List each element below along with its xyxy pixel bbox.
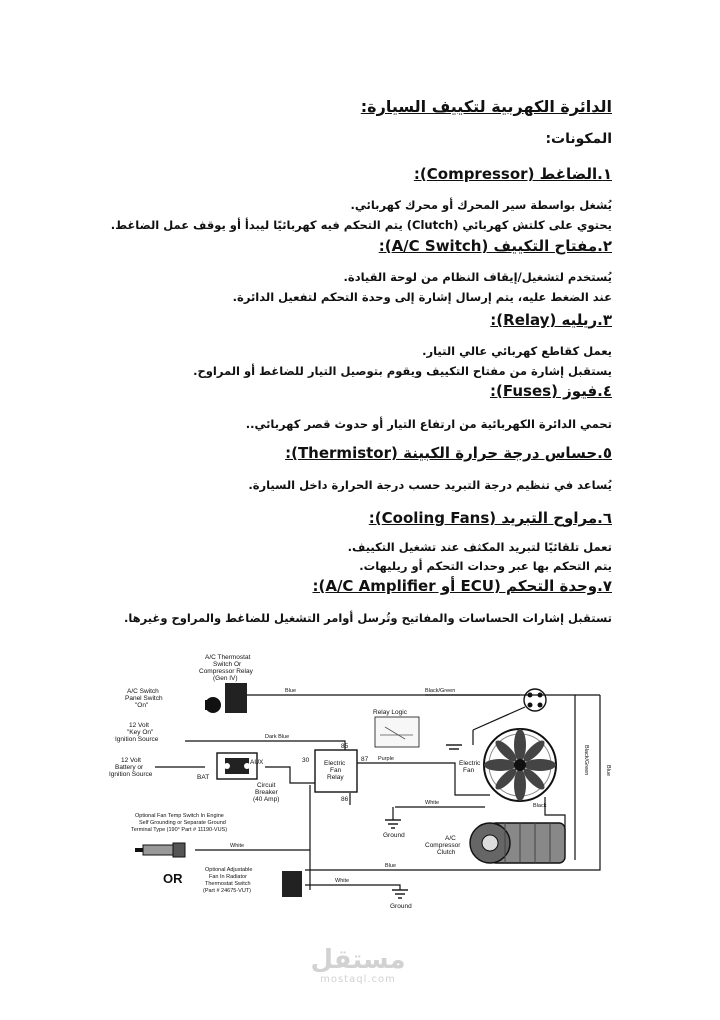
wiring-diagram — [95, 645, 625, 920]
section-fans-heading: ٦.مراوح التبريد (Cooling Fans): — [368, 509, 612, 527]
ac-compressor — [470, 823, 565, 863]
compressor-label-2: Compressor — [425, 842, 461, 849]
section-compressor-heading: ١.الضاغط (Compressor): — [413, 165, 612, 183]
aux-label: AUX — [250, 759, 264, 766]
optional-adj-label-2: Fan In Radiator — [209, 874, 247, 880]
section-thermistor-line-1: يُساعد في تنظيم درجة التبريد حسب درجة الحرارة داخل السيارة. — [248, 478, 612, 492]
wire-white-sensor: White — [230, 843, 245, 849]
section-relay-line-1: يعمل كقاطع كهربائي عالي التيار. — [422, 344, 612, 358]
fan-connector — [524, 689, 546, 711]
section-compressor-line-1: يُشغل بواسطة سير المحرك أو محرك كهربائي. — [350, 198, 612, 212]
key-on-label-3: Ignition Source — [115, 736, 159, 743]
optional-adj-label-1: Optional Adjustable — [205, 867, 253, 873]
wire-black: Black — [533, 803, 547, 809]
optional-adj-label-4: (Part # 24675-VUT) — [203, 888, 251, 894]
section-ac-switch-heading: ٢.مفتاح التكييف (A/C Switch): — [378, 237, 612, 255]
temp-switch-sensor — [135, 843, 185, 857]
ac-switch-label-1: A/C Switch — [127, 688, 159, 695]
section-fans-line-2: يتم التحكم بها عبر وحدات التحكم أو ريليهات. — [359, 559, 612, 573]
thermostat-label-2: Switch Or — [213, 661, 242, 668]
compressor-label-1: A/C — [445, 835, 456, 842]
components-heading: المكونات: — [545, 131, 612, 147]
relay-label-1: Electric — [324, 760, 346, 767]
bat-label: BAT — [197, 774, 210, 781]
pin-86: 86 — [341, 796, 349, 803]
wire-black-green-vertical: Black/Green — [583, 745, 589, 776]
pin-87: 87 — [361, 756, 369, 763]
section-fuses-line-1: تحمي الدائرة الكهربائية من ارتفاع التيار أو حدوث قصر كهربائي.. — [245, 417, 612, 431]
watermark-arabic: مستقل — [310, 945, 406, 975]
ground-symbol — [385, 745, 462, 898]
or-label: OR — [163, 871, 183, 886]
thermostat-label-4: (Gen IV) — [213, 675, 238, 682]
section-thermistor-heading: ٥.حساس درجة حرارة الكبينة (Thermistor): — [285, 444, 612, 462]
battery-label-3: Ignition Source — [109, 771, 153, 778]
section-ecu-heading: ٧.وحدة التحكم (ECU أو A/C Amplifier): — [312, 577, 612, 595]
section-ac-switch-line-2: عند الضغط عليه، يتم إرسال إشارة إلى وحدة التحكم لتفعيل الدائرة. — [232, 290, 612, 304]
optional-switch-label-1: Optional Fan Temp Switch In Engine — [135, 813, 224, 819]
wire-blue-top: Blue — [285, 688, 297, 694]
ground-label-1: Ground — [383, 832, 405, 839]
watermark-latin: mostaql.com — [320, 974, 396, 985]
relay-label-2: Fan — [330, 767, 342, 774]
relay-label-3: Relay — [327, 774, 344, 781]
optional-adj-label-3: Thermostat Switch — [205, 881, 251, 887]
electric-fan-label-1: Electric — [459, 760, 481, 767]
thermostat-relay — [225, 683, 247, 713]
breaker-label-3: (40 Amp) — [253, 796, 280, 803]
optional-switch-label-2: Self Grounding or Separate Ground — [139, 820, 226, 826]
watermark — [298, 946, 418, 985]
thermostat-label-1: A/C Thermostat — [205, 654, 251, 661]
breaker-label-1: Circuit — [257, 782, 276, 789]
section-fuses-heading: ٤.فيوز (Fuses): — [490, 382, 612, 400]
ground-label-2: Ground — [390, 903, 412, 910]
section-compressor-line-2: يحتوي على كلتش كهربائي (Clutch) يتم التحكم فيه كهربائيًا ليبدأ أو يوقف عمل الضاغط. — [110, 218, 612, 232]
section-relay-heading: ٣.ريليه (Relay): — [490, 311, 612, 329]
pin-85: 85 — [341, 743, 349, 750]
wire-white-bottom: White — [335, 878, 350, 884]
section-relay-line-2: يستقبل إشارة من مفتاح التكييف ويقوم بتوصيل التيار للضاغط أو المراوح. — [193, 364, 612, 378]
relay-logic-label: Relay Logic — [373, 709, 407, 716]
key-on-label-1: 12 Volt — [129, 722, 149, 729]
wire-blue-bottom: Blue — [385, 863, 397, 869]
ac-switch-label-2: Panel Switch — [125, 695, 163, 702]
pin-30: 30 — [302, 757, 310, 764]
thermostat-label-3: Compressor Relay — [199, 668, 253, 675]
key-on-label-2: "Key On" — [127, 729, 154, 736]
optional-switch-label-3: Terminal Type (190° Part # 11190-VUS) — [131, 827, 228, 833]
wire-black-green: Black/Green — [425, 688, 456, 694]
section-ecu-line-1: تستقبل إشارات الحساسات والمفاتيح وتُرسل أوامر التشغيل للضاغط والمراوح وغيرها. — [123, 611, 612, 625]
adjustable-thermostat — [282, 871, 302, 897]
battery-label-2: Battery or — [115, 764, 144, 771]
compressor-label-3: Clutch — [437, 849, 456, 856]
wire-white-ground: White — [425, 800, 440, 806]
breaker-label-2: Breaker — [255, 789, 278, 796]
wire-blue-vertical: Blue — [605, 765, 611, 777]
electric-fan-label-2: Fan — [463, 767, 475, 774]
battery-label-1: 12 Volt — [121, 757, 141, 764]
electric-fan — [484, 729, 556, 801]
section-ac-switch-line-1: يُستخدم لتشغيل/إيقاف النظام من لوحة القيادة. — [343, 270, 612, 284]
wire-purple: Purple — [378, 756, 394, 762]
wire-dark-blue: Dark Blue — [265, 734, 290, 740]
relay-logic-box — [375, 717, 419, 747]
section-fans-line-1: تعمل تلقائيًا لتبريد المكثف عند تشغيل التكييف. — [347, 540, 612, 554]
ac-switch-label-3: "On" — [135, 702, 149, 709]
page-title: الدائرة الكهربية لتكييف السيارة: — [360, 97, 612, 116]
